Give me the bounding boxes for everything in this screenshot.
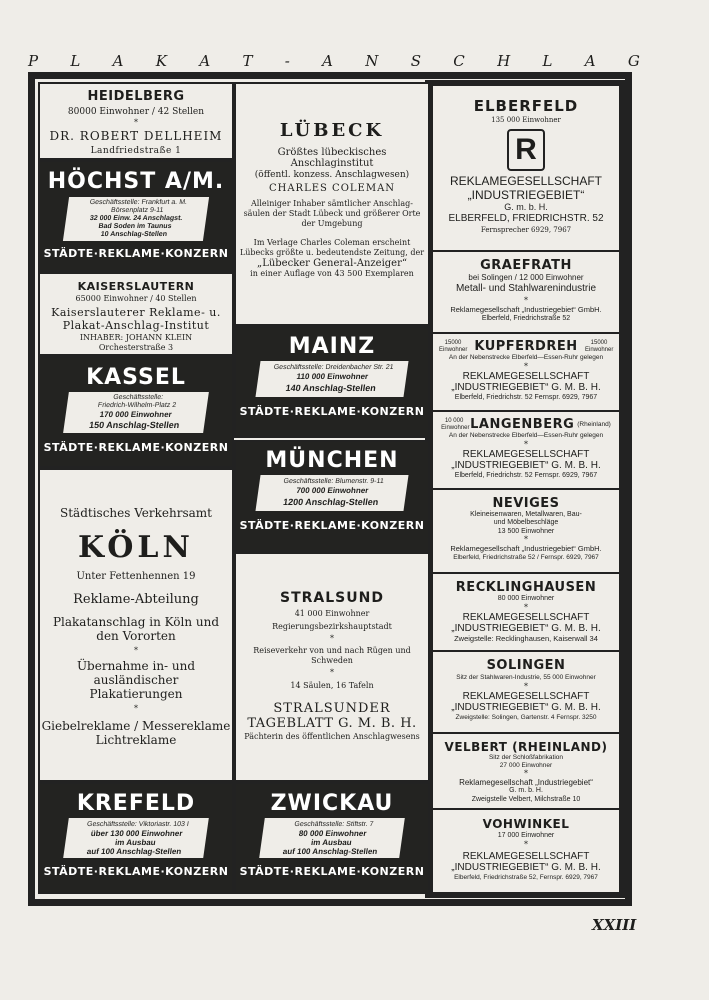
ad-line: 140 Anschlag-Stellen	[284, 383, 377, 393]
ad-line: „INDUSTRIEGEBIET“ G. M. B. H.	[451, 382, 601, 393]
ad-line: Lübecks größte u. bedeutendste Zeitung, der	[239, 248, 425, 257]
ad-line: Pächterin des öffentlichen Anschlagwesens	[244, 732, 420, 741]
ad-line: Reklamegesellschaft „Industriegebiet“	[459, 778, 593, 787]
header-letter: P	[28, 52, 39, 70]
ad-line: auf 100 Anschlag-Stellen	[282, 847, 378, 856]
header-letter: C	[453, 52, 465, 70]
ad-separator: *	[524, 769, 528, 778]
ad-info-panel	[259, 818, 405, 858]
ad-line: Börsenplatz 9-11	[110, 207, 164, 214]
ad-kaiserslautern	[38, 272, 234, 356]
city-row	[439, 339, 613, 354]
header-letter: -	[284, 52, 290, 70]
ad-line: Plakatanschlag in Köln und	[52, 615, 220, 629]
ad-info-panel	[63, 818, 209, 858]
header-letter: N	[365, 52, 379, 70]
ad-separator: *	[524, 535, 528, 544]
ad-line: 32 000 Einw. 24 Anschlagst.	[89, 215, 183, 222]
ad-line: Städtisches Verkehrsamt	[60, 506, 212, 520]
ad-line: Sitz der Stahlwaren-Industrie, 55 000 Einwohner	[456, 674, 596, 681]
ad-line: (Rheinland)	[577, 421, 611, 428]
ad-line: im Ausbau	[114, 838, 157, 847]
ad-line: Plakatierungen	[89, 687, 183, 701]
header-letter: A	[112, 52, 124, 70]
city-name: LÜBECK	[279, 120, 385, 141]
ad-krefeld	[38, 782, 234, 894]
ad-line: Plakat-Anschlag-Institut	[62, 319, 210, 332]
ad-footer: STÄDTE·REKLAME·KONZERN	[239, 519, 425, 532]
ad-line: Elberfeld, Friedrichstraße 52, Fernspr. 6929, 7967	[454, 874, 598, 881]
ad-line: Geschäftsstelle: Dreidenbacher Str. 21	[273, 364, 395, 371]
ad-line: Zweigstelle Velbert, Milchstraße 10	[471, 796, 581, 803]
page-header	[28, 52, 640, 70]
ad-line: den Vororten	[96, 629, 176, 643]
city-name: KÖLN	[78, 530, 194, 565]
header-letter: A	[584, 52, 596, 70]
ad-kupferdreh	[433, 334, 619, 410]
ad-line: 150 Anschlag-Stellen	[88, 420, 181, 430]
logo-letter: R	[515, 133, 537, 166]
ad-line: 700 000 Einwohner	[295, 486, 369, 495]
ad-line: Metall- und Stahlwarenindustrie	[455, 283, 597, 294]
ad-footer: STÄDTE·REKLAME·KONZERN	[239, 405, 425, 418]
ad-line: 14 Säulen, 16 Tafeln	[290, 681, 374, 690]
city-name: SOLINGEN	[486, 658, 566, 673]
ad-line: Reklame-Abteilung	[73, 592, 199, 607]
ad-line: Landfriedstraße 1	[90, 146, 182, 156]
ad-separator: *	[524, 840, 528, 849]
ad-line: „INDUSTRIEGEBIET“ G. M. B. H.	[451, 460, 601, 471]
ad-mainz	[234, 326, 430, 438]
ad-line: Elberfeld, Friedrichstraße 52	[481, 315, 571, 322]
header-letter: L	[70, 52, 81, 70]
ad-line: Schweden	[311, 656, 353, 665]
ad-line: 27 000 Einwohner	[499, 762, 553, 769]
ad-koeln	[38, 468, 234, 782]
ad-line: Unter Fettenhennen 19	[76, 571, 196, 582]
ad-line: 15000 Einwohner	[584, 339, 614, 353]
ad-zwickau	[234, 782, 430, 894]
ad-line: 80 000 Einwohner	[298, 829, 368, 838]
ad-line: DR. ROBERT DELLHEIM	[49, 129, 223, 143]
ad-line: STRALSUNDER	[273, 701, 391, 716]
city-name: VOHWINKEL	[482, 817, 570, 831]
ad-line: über 130 000 Einwohner	[90, 829, 184, 838]
ad-line: Geschäftsstelle: Frankfurt a. M.	[89, 199, 188, 206]
ad-line: „INDUSTRIEGEBIET“	[467, 188, 585, 202]
ad-info-panel	[63, 197, 209, 241]
ad-line: REKLAMEGESELLSCHAFT	[462, 851, 590, 862]
ad-line: Übernahme in- und ausländischer	[76, 659, 196, 687]
ad-line: Giebelreklame / Messereklame	[41, 719, 231, 733]
ad-line: 10 Anschlag-Stellen	[100, 231, 168, 238]
ad-line: und Möbelbeschläge	[493, 519, 559, 526]
city-name: RECKLINGHAUSEN	[455, 580, 597, 595]
ad-line: 15000 Einwohner	[439, 339, 468, 353]
ad-line: Orchesterstraße 3	[98, 343, 174, 352]
ad-muenchen	[234, 440, 430, 552]
city-name: ELBERFELD	[473, 97, 579, 115]
city-row	[439, 417, 613, 432]
ad-line: Elberfeld, Friedrichstr. 52 Fernspr. 6929, 7967	[454, 394, 598, 401]
ad-line: Alleiniger Inhaber sämtlicher Anschlag-	[251, 199, 413, 208]
ad-line: Sitz der Schloßfabrikation	[488, 754, 564, 761]
city-name: MÜNCHEN	[265, 448, 399, 473]
ad-recklinghausen	[433, 574, 619, 650]
ad-line: 80 000 Einwohner	[497, 595, 555, 602]
ad-separator: *	[524, 296, 528, 305]
ad-separator: *	[330, 634, 334, 643]
ad-line: Kleineisenwaren, Metallwaren, Bau-	[470, 511, 582, 518]
city-name: KAISERSLAUTERN	[77, 280, 195, 293]
ad-line: Im Verlage Charles Coleman erscheint	[253, 238, 411, 247]
ad-vohwinkel	[433, 810, 619, 892]
ad-line: Bad Soden im Taunus	[97, 223, 172, 230]
ad-heidelberg	[38, 82, 234, 160]
ad-line: Fernsprecher 6929, 7967	[480, 226, 572, 234]
ad-line: REKLAMEGESELLSCHAFT	[462, 612, 590, 623]
ad-line: Regierungsbezirkshauptstadt	[272, 622, 392, 631]
ad-line: Zweigstelle: Recklinghausen, Kaiserwall 34	[454, 634, 598, 643]
ad-line: 170 000 Einwohner	[99, 410, 173, 419]
ad-line: bei Solingen / 12 000 Einwohner	[468, 273, 584, 282]
header-letter: S	[410, 52, 421, 70]
city-name: HEIDELBERG	[87, 89, 185, 104]
ad-line: Geschäftsstelle: Viktoriastr. 103 I	[86, 821, 190, 828]
ad-separator: *	[134, 704, 138, 713]
ad-line: REKLAMEGESELLSCHAFT	[449, 174, 603, 188]
city-name: MAINZ	[288, 334, 376, 359]
ad-graefrath	[433, 252, 619, 332]
ad-line: 17 000 Einwohner	[497, 832, 555, 839]
ad-line: der Umgebung	[301, 219, 363, 228]
ad-line: Reklamegesellschaft „Industriegebiet“ GmbH.	[450, 305, 602, 314]
ad-line: „INDUSTRIEGEBIET“ G. M. B. H.	[451, 862, 601, 873]
city-name: NEVIGES	[492, 496, 560, 511]
city-name: KASSEL	[86, 365, 186, 390]
ad-line: „INDUSTRIEGEBIET“ G. M. B. H.	[451, 702, 601, 713]
ad-neviges	[433, 490, 619, 572]
page-number: XXIII	[592, 916, 637, 934]
ad-line: im Ausbau	[310, 838, 353, 847]
ad-line: Reklamegesellschaft „Industriegebiet“ GmbH.	[450, 544, 602, 553]
ad-line: 41 000 Einwohner	[294, 609, 370, 618]
ad-info-panel	[63, 392, 209, 433]
ad-line: An der Nebenstrecke Elberfeld—Essen-Ruhr gelegen	[448, 354, 604, 361]
ad-line: Friedrich-Wilhelm-Platz 2	[97, 402, 177, 409]
ad-line: G. m. b. H.	[504, 202, 548, 212]
ad-separator: *	[524, 440, 528, 449]
ad-line: TAGEBLATT G. M. B. H.	[247, 716, 417, 731]
ad-line: in einer Auflage von 43 500 Exemplaren	[250, 269, 414, 278]
ad-line: ELBERFELD, FRIEDRICHSTR. 52	[448, 213, 604, 224]
header-letter: G	[627, 52, 640, 70]
ad-line: An der Nebenstrecke Elberfeld—Essen-Ruhr gelegen	[448, 432, 604, 439]
city-name: ZWICKAU	[270, 791, 394, 816]
city-name: HÖCHST A/M.	[47, 169, 225, 194]
ad-footer: STÄDTE·REKLAME·KONZERN	[43, 247, 229, 260]
ad-separator: *	[524, 682, 528, 691]
ad-hoechst	[38, 160, 234, 272]
ad-line: „INDUSTRIEGEBIET“ G. M. B. H.	[451, 623, 601, 634]
ad-separator: *	[524, 362, 528, 371]
header-letter: L	[542, 52, 553, 70]
city-name: GRAEFRATH	[480, 258, 572, 273]
ad-line: auf 100 Anschlag-Stellen	[86, 847, 182, 856]
ad-line: „Lübecker General-Anzeiger“	[257, 258, 407, 269]
ad-langenberg	[433, 412, 619, 488]
city-name: LANGENBERG	[470, 417, 575, 432]
ad-line: INHABER: JOHANN KLEIN	[79, 333, 193, 342]
ad-line: Reiseverkehr von und nach Rügen und	[253, 646, 411, 655]
ad-line: REKLAMEGESELLSCHAFT	[462, 691, 590, 702]
ad-info-panel	[255, 361, 408, 397]
ad-line: 1200 Anschlag-Stellen	[282, 497, 380, 507]
ad-kassel	[38, 356, 234, 468]
header-letter: H	[497, 52, 511, 70]
ad-line: (öffentl. konzess. Anschlagwesen)	[254, 170, 410, 180]
ad-line: Geschäftsstelle: Blumenstr. 9-11	[282, 478, 385, 485]
ad-separator: *	[524, 603, 528, 612]
ad-line: 80000 Einwohner / 42 Stellen	[67, 107, 205, 117]
ad-line: REKLAMEGESELLSCHAFT	[462, 371, 590, 382]
city-name: KREFELD	[76, 791, 196, 816]
header-letter: T	[242, 52, 253, 70]
ad-info-panel	[255, 475, 408, 511]
ad-line: 13 500 Einwohner	[497, 528, 555, 535]
ad-stralsund	[234, 552, 430, 782]
city-name: KUPFERDREH	[474, 339, 578, 354]
city-name: STRALSUND	[280, 590, 384, 606]
ad-line: säulen der Stadt Lübeck und größerer Orte	[243, 209, 421, 218]
ad-footer: STÄDTE·REKLAME·KONZERN	[43, 441, 229, 454]
ad-line: CHARLES COLEMAN	[268, 183, 396, 194]
ad-line: 110 000 Einwohner	[295, 372, 369, 381]
ad-line: 65000 Einwohner / 40 Stellen	[75, 294, 197, 303]
ad-line: Größtes lübeckisches Anschlaginstitut	[277, 147, 387, 169]
ad-footer: STÄDTE·REKLAME·KONZERN	[239, 865, 425, 878]
ad-line: Kaiserslauterer Reklame- u.	[51, 306, 221, 319]
city-name: VELBERT (RHEINLAND)	[444, 740, 608, 754]
ad-velbert	[433, 734, 619, 808]
ad-line: Zweigstelle: Solingen, Gartenstr. 4 Fernspr. 3250	[455, 714, 597, 721]
ad-line: 135 000 Einwohner	[491, 116, 561, 124]
ad-line: REKLAMEGESELLSCHAFT	[462, 449, 590, 460]
ad-separator: *	[134, 118, 138, 127]
company-logo	[507, 129, 545, 171]
ad-elberfeld	[433, 86, 619, 250]
ad-line: Geschäftsstelle: Stiftstr. 7	[293, 821, 374, 828]
header-letter: A	[322, 52, 333, 70]
ad-line: Lichtreklame	[95, 733, 177, 747]
ad-line: Elberfeld, Friedrichstr. 52 Fernspr. 6929, 7967	[454, 472, 598, 479]
ad-line: G. m. b. H.	[509, 787, 543, 794]
ad-line: 10 000 Einwohner	[441, 417, 470, 431]
ad-line: Geschäftsstelle:	[112, 394, 164, 401]
ad-separator: *	[134, 646, 138, 655]
header-letter: K	[155, 52, 168, 70]
ad-solingen	[433, 652, 619, 732]
ad-separator: *	[330, 668, 334, 677]
ad-line: Elberfeld, Friedrichstraße 52 / Fernspr. 6929, 7967	[453, 554, 599, 561]
ad-footer: STÄDTE·REKLAME·KONZERN	[43, 865, 229, 878]
header-letter: A	[199, 52, 211, 70]
ad-luebeck	[234, 82, 430, 326]
